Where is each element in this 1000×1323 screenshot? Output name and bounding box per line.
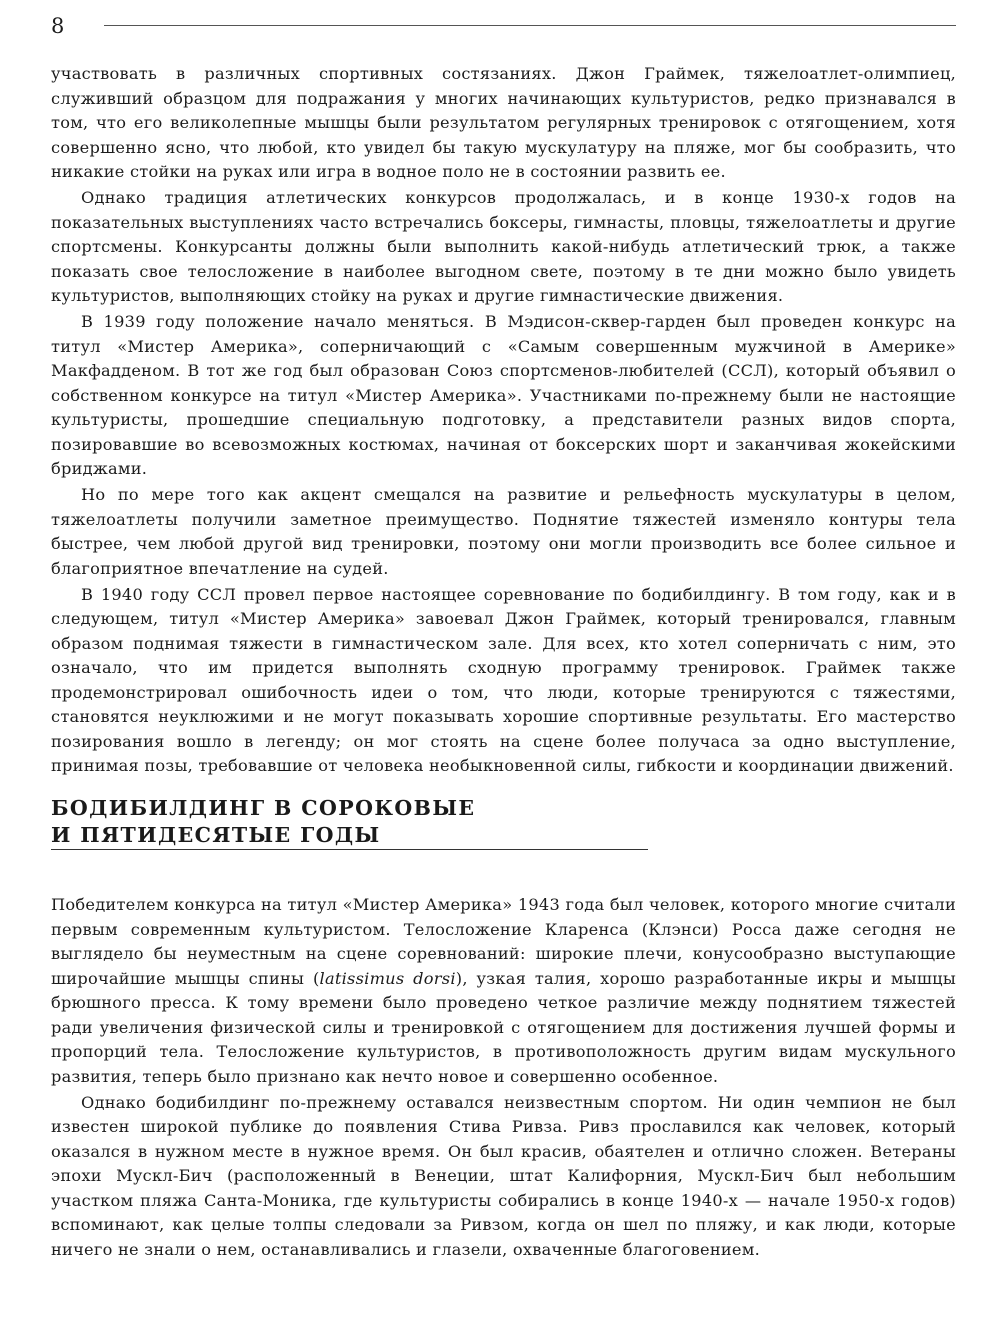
paragraph: Однако традиция атлетических конкурсов продолжалась, и в конце 1930-х годов на показательных выступлениях часто встречались боксеры, гимнасты, пловцы, тяжелоатлеты и другие спортсмены. Конкурсанты должны были выполнить какой-нибудь атлетический трюк, а также показать свое телосложение в наиболее выгодном свете, поэтому в те дни можно было увидеть культуристов, выполняющих стойку на руках и другие гимнастические движения. (51, 188, 956, 305)
section-heading-line-2: И ПЯТИДЕСЯТЫЕ ГОДЫ (51, 823, 381, 847)
paragraph: Однако бодибилдинг по-прежнему оставался неизвестным спортом. Ни один чемпион не был известен широкой публике до появления Стива Ривза. Ривз прославился как человек, который оказался в нужном месте в нужное время. Он был красив, обаятелен и отлично сложен. Ветераны эпохи Мускл-Бич (расположенный в Венеции, штат Калифорния, Мускл-Бич был небольшим участком пляжа Санта-Моника, где культуристы собирались в конце 1940-х — начале 1950-х годов) вспоминают, как целые толпы следовали за Ривзом, когда он шел по пляжу, и как люди, которые ничего не знали о нем, останавливались и глазели, охваченные благоговением. (51, 1092, 956, 1259)
paragraph: участвовать в различных спортивных состязаниях. Джон Граймек, тяжелоатлет-олимпиец, служивший образцом для подражания у многих начинающих культуристов, редко признавался в том, что его великолепные мышцы были результатом регулярных тренировок с отягощением, хотя совершенно ясно, что любой, кто увидел бы такую мускулатуру на пляже, мог бы сообразить, что никакие стойки на руках или игра в водное поло не в состоянии развить ее. (51, 64, 956, 181)
heading-rule (51, 849, 648, 850)
paragraph: Но по мере того как акцент смещался на развитие и рельефность мускулатуры в целом, тяжелоатлеты получили заметное преимущество. Поднятие тяжестей изменяло контуры тела быстрее, чем любой другой вид тренировки, поэтому они могли производить все более сильное и благоприятное впечатление на судей. (51, 485, 956, 578)
section-heading-line-1: БОДИБИЛДИНГ В СОРОКОВЫЕ (51, 796, 476, 820)
header-rule (104, 25, 956, 26)
paragraph-text: ), узкая талия, хорошо разработанные икры и мышцы брюшного пресса. К тому времени было проведено четкое различие между поднятием тяжестей ради увеличения физической силы и тренировкой с отягощением для достижения лучшей формы и пропорций тела. Телосложение культуристов, в противоположность другим видам мускульного развития, теперь было признано как нечто новое и совершенно особенное. (51, 968, 956, 1086)
paragraph (51, 893, 956, 1089)
paragraph-text: Победителем конкурса на титул «Мистер Америка» 1943 года был человек, которого многие считали первым современным культуристом. Телосложение Кларенса (Клэнси) Росса даже сегодня не выглядело бы неуместным на сцене соревнований: широкие плечи, конусообразно выступающие широчайшие мышцы спины ( (51, 895, 956, 988)
page-header (51, 12, 956, 42)
section-heading (51, 795, 648, 850)
body-text-section-2 (51, 893, 956, 1262)
latin-term: latissimus dorsi (319, 968, 456, 988)
page-number: 8 (51, 14, 65, 38)
paragraph: В 1939 году положение начало меняться. В Мэдисон-сквер-гарден был проведен конкурс на титул «Мистер Америка», соперничающий с «Самым совершенным мужчиной в Америке» Макфадденом. В тот же год был образован Союз спортсменов-любителей (ССЛ), который объявил о собственном конкурсе на титул «Мистер Америка». Участниками по-прежнему были не настоящие культуристы, прошедшие специальную подготовку, а представители разных видов спорта, позировавшие во всевозможных костюмах, начиная от боксерских шорт и заканчивая жокейскими бриджами. (51, 312, 956, 478)
body-text-section-1 (51, 62, 956, 779)
paragraph: В 1940 году ССЛ провел первое настоящее соревнование по бодибилдингу. В том году, как и в следующем, титул «Мистер Америка» завоевал Джон Граймек, который тренировался, главным образом поднимая тяжести в гимнастическом зале. Для всех, кто хотел соперничать с ним, это означало, что им придется выполнять сходную программу тренировок. Граймек также продемонстрировал ошибочность идеи о том, что люди, которые тренируются с тяжестями, становятся неуклюжими и не могут показывать хорошие спортивные результаты. Его мастерство позирования вошло в легенду; он мог стоять на сцене более получаса за одно выступление, принимая позы, требовавшие от человека необыкновенной силы, гибкости и координации движений. (51, 584, 956, 775)
